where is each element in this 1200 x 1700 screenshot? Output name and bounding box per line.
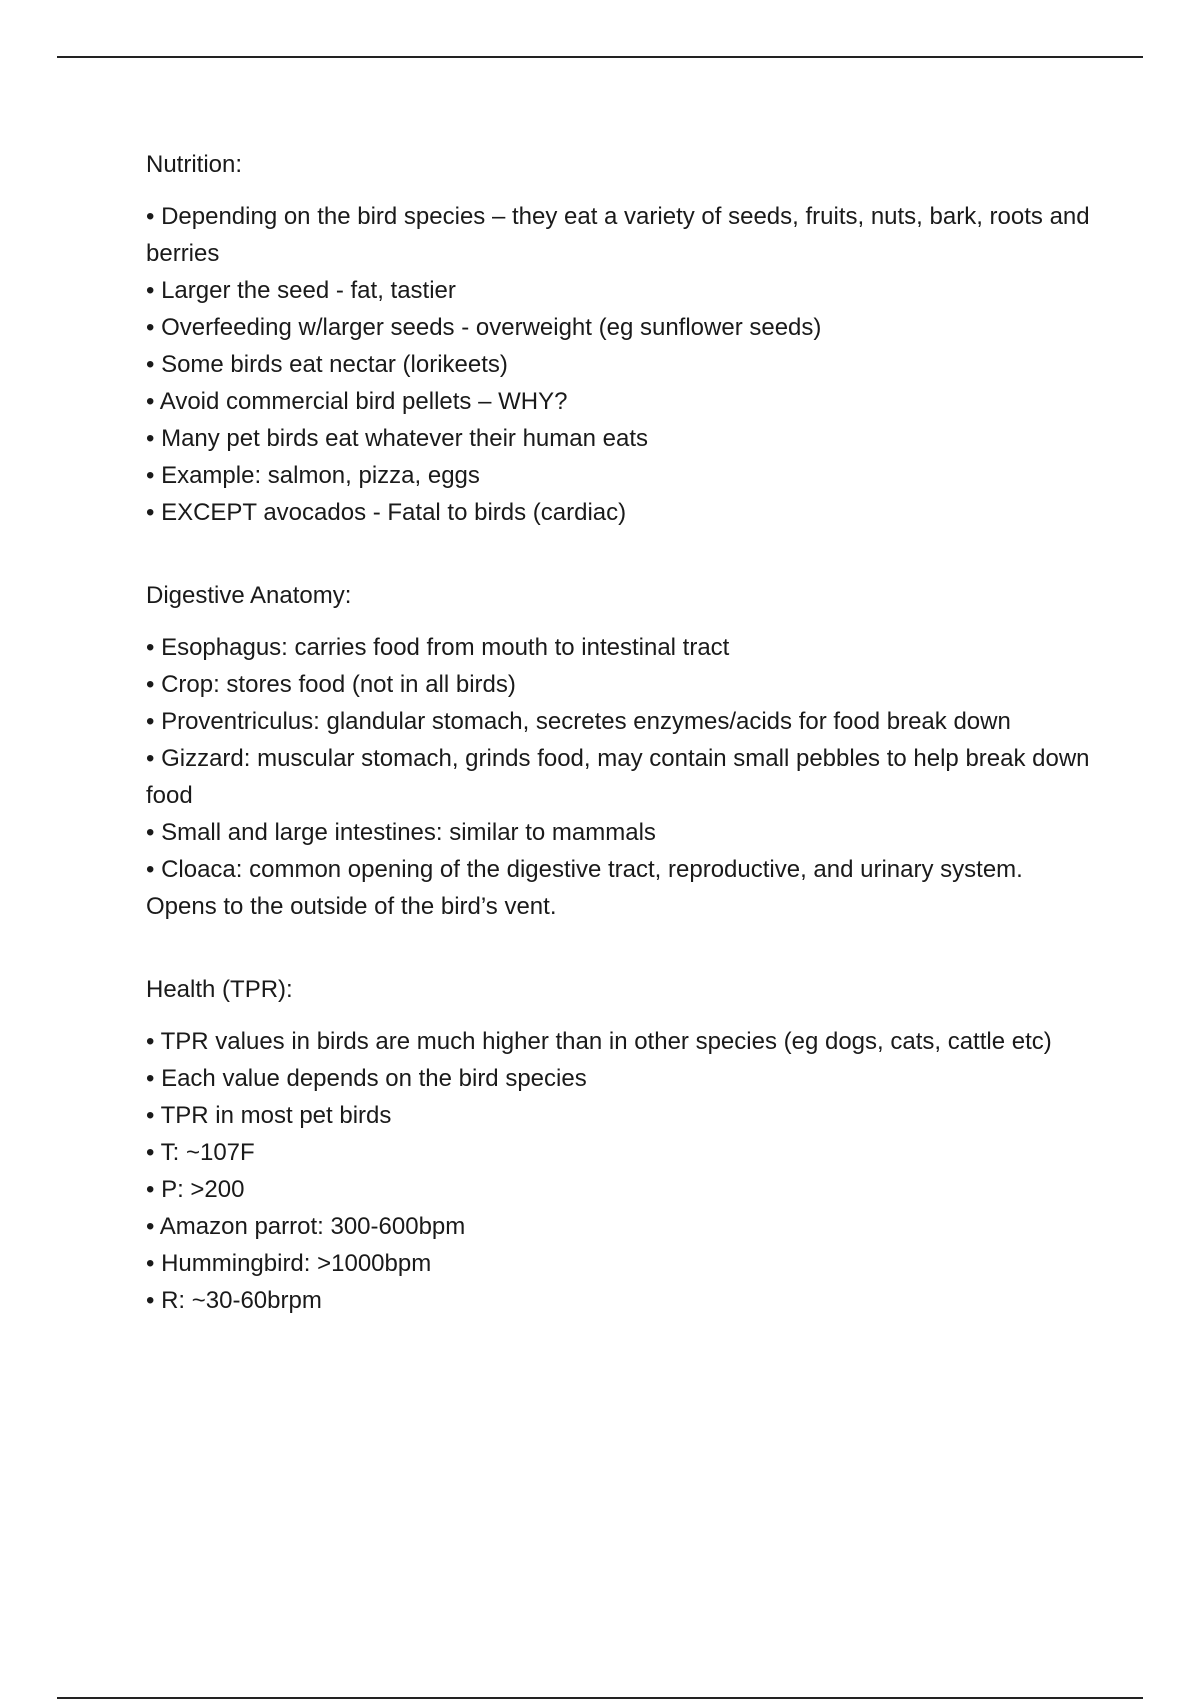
- list-item: • Amazon parrot: 300-600bpm: [146, 1213, 466, 1240]
- section-nutrition: [146, 146, 1096, 531]
- footer-rule: [57, 1697, 1143, 1699]
- list-item: • Each value depends on the bird species: [146, 1065, 587, 1092]
- bullet-list: [146, 629, 1096, 925]
- list-item: • TPR values in birds are much higher than in other species (eg dogs, cats, cattle etc): [146, 1028, 1052, 1055]
- document-body: [146, 146, 1096, 1365]
- section-heading: Health (TPR):: [146, 976, 293, 1003]
- list-item: • Larger the seed - fat, tastier: [146, 277, 456, 304]
- list-item: • Avoid commercial bird pellets – WHY?: [146, 388, 568, 415]
- list-item: • Gizzard: muscular stomach, grinds food, may contain small pebbles to help break down food: [146, 745, 1090, 809]
- list-item: • R: ~30-60brpm: [146, 1287, 322, 1314]
- list-item: • Example: salmon, pizza, eggs: [146, 462, 480, 489]
- list-item: • Overfeeding w/larger seeds - overweight (eg sunflower seeds): [146, 314, 822, 341]
- bullet-list: [146, 198, 1096, 531]
- bullet-list: [146, 1023, 1096, 1319]
- list-item: • Cloaca: common opening of the digestive tract, reproductive, and urinary system. Opens to the outside of the bird’s vent.: [146, 856, 1023, 920]
- section-heading: Nutrition:: [146, 151, 243, 178]
- list-item: • Proventriculus: glandular stomach, secretes enzymes/acids for food break down: [146, 708, 1011, 735]
- list-item: • Esophagus: carries food from mouth to intestinal tract: [146, 634, 730, 661]
- list-item: • Many pet birds eat whatever their human eats: [146, 425, 648, 452]
- list-item: • Crop: stores food (not in all birds): [146, 671, 516, 698]
- list-item: • Depending on the bird species – they eat a variety of seeds, fruits, nuts, bark, roots and berries: [146, 203, 1090, 267]
- header-rule: [57, 56, 1143, 58]
- section-digestive-anatomy: [146, 577, 1096, 925]
- list-item: • TPR in most pet birds: [146, 1102, 392, 1129]
- list-item: • Small and large intestines: similar to mammals: [146, 819, 656, 846]
- list-item: • Some birds eat nectar (lorikeets): [146, 351, 508, 378]
- list-item: • Hummingbird: >1000bpm: [146, 1250, 432, 1277]
- section-health-tpr: [146, 971, 1096, 1319]
- list-item: • P: >200: [146, 1176, 245, 1203]
- list-item: • T: ~107F: [146, 1139, 255, 1166]
- list-item: • EXCEPT avocados - Fatal to birds (cardiac): [146, 499, 627, 526]
- section-heading: Digestive Anatomy:: [146, 582, 352, 609]
